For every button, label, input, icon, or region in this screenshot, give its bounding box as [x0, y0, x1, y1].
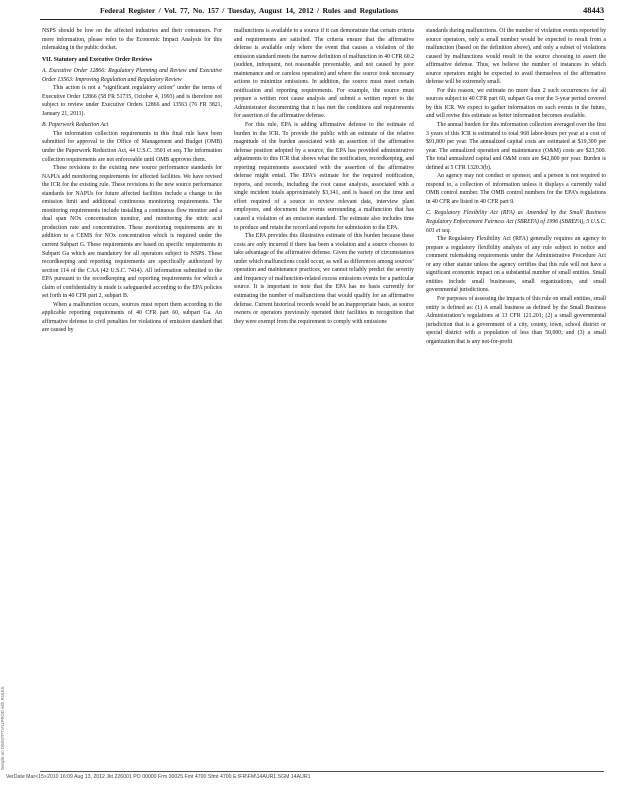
three-column-body [42, 27, 606, 765]
print-footer: VerDate Mar<15>2010 16:09 Aug 13, 2012 Jkt 226001 PO 00000 Frm 00025 Fmt 4700 Sfmt 4700 E:\FR\FM\14AUR1.SGM 14AUR1 [6, 774, 311, 780]
subheading-b: B. Paperwork Reduction Act [42, 122, 109, 129]
col3-paragraph-6: For purposes of assessing the impacts of this rule on small entities, small entity is defined as: (1) A small business as defined by the Small Business Administration’s regulations at 13 CFR 121.201; (2) a small governmental jurisdiction that is a government of a city, county, town, school district or special district with a population of less than 50,000; and (3) a small organization that is any not-for-profit [426, 295, 606, 345]
col2-paragraph-2: For this rule, EPA is adding affirmative defense to the estimate of burden in the ICR. To provide the public with an estimate of the relative magnitude of the burden associated with an assertion of the affirmative defense position adopted by a source, the EPA has provided administrative adjustments to this ICR that shows what the notification, recordkeeping, and reporting requirements associated with the assertion of the affirmative defense might entail. The EPA’s estimate for the required notification, reports, and records, including the root cause analysis, associated with a single incident totals approximately $3,141, and is based on the time and effort required of a source to review relevant data, interview plant employees, and document the events surrounding a malfunction that has caused a violation of an emission standard. The estimate also includes time to produce and retain the record and reports for submission to the EPA. [234, 122, 414, 231]
col1-paragraph-4: These revisions to the existing new source performance standards for NAPUs add monitoring requirements for affected facilities. We have revised the ICR for the existing rule. These revisions to the new source performance standards for NAPUs for future affected facilities include a change to the emission limit and additional continuous monitoring requirements. The monitoring requirements include installing a continuous flow monitor and a dual span NOx concentration monitor, and monitoring the nitric acid production rate and concentration. These monitoring requirements are in addition to a CEMS for NOx concentration which is required under the current Subpart G. These requirements are based on specific requirements in Subpart Ga which are mandatory for all operators subject to NSPS. These recordkeeping and reporting requirements are specifically authorized by section 114 of the CAA (42 U.S.C. 7414). All information submitted to the EPA pursuant to the recordkeeping and reporting requirements for which a claim of confidentiality is made is safeguarded according to the EPA policies set forth in 40 CFR part 2, subpart B. [42, 165, 222, 300]
header-volume-date: / Vol. 77, No. 157 / Tuesday, August 14, 2012 / Rules and Regulations [158, 6, 399, 15]
column-3 [426, 27, 606, 765]
col3-paragraph-4: An agency may not conduct or sponsor, and a person is not required to respond to, a collection of information unless it displays a currently valid OMB control number. The OMB control numbers for the EPA’s regulations in 40 CFR are listed in 40 CFR part 9. [426, 173, 606, 205]
subheading-a: A. Executive Order 12866: Regulatory Planning and Review and Executive Order 13563: Improving Regulation and Regulatory Review [42, 68, 222, 83]
col1-paragraph-5: When a malfunction occurs, sources must report them according to the applicable reporting requirements of 40 CFR part 60, subpart Ga. An affirmative defense to civil penalties for violations of emission standard that are caused by [42, 301, 222, 334]
margin-note: ttemple on DSK5TPTVN1PROD with RULES [0, 686, 5, 770]
col3-paragraph-5: The Regulatory Flexibility Act (RFA) generally requires an agency to prepare a regulatory flexibility analysis of any rule subject to notice and comment rulemaking requirements under the Administrative Procedure Act or any other statute unless the agency certifies that this rule will not have a significant economic impact on a substantial number of small entities. Small entities include small businesses, small organizations, and small governmental jurisdictions. [426, 236, 606, 294]
col1-paragraph-3: The information collection requirements in this final rule have been submitted for approval to the Office of Management and Budget (OMB) under the Paperwork Reduction Act, 44 U.S.C. 3501 et seq. The information collection requirements are not enforceable until OMB approves them. [42, 130, 222, 163]
col1-paragraph-1: NSPS should be low on the affected industries and their consumers. For more information, please refer to the Economic Impact Analysis for this rulemaking in the public docket. [42, 28, 222, 52]
col3-paragraph-3: The annual burden for this information collection averaged over the first 3 years of this ICR is estimated to total 968 labor-hours per year at a cost of $91,800 per year. The annualized capital costs are estimated at $19,300 per year. The annualized operation and maintenance (O&M) costs are $23,500. The total annualized capital and O&M costs are $42,800 per year. Burden is defined at 5 CFR 1320.3(b). [426, 122, 606, 171]
col3-paragraph-1: standards during malfunctions. Of the number of violation events reported by source operators, only a small number would be expected to result from a malfunction (based on the definition above), and only a subset of violations caused by malfunctions would result in the source choosing to assert the affirmative defense. Thus, we believe the number of instances in which source operators might be expected to avail themselves of the affirmative defense will be extremely small. [426, 28, 606, 86]
header-rule [40, 19, 604, 20]
running-header [40, 6, 604, 18]
column-2 [234, 27, 414, 765]
page-number: 48443 [583, 6, 604, 15]
col2-paragraph-3: The EPA provides this illustrative estimate of this burden because these costs are only incurred if there has been a violation and a source chooses to take advantage of the affirmative defense. Given the variety of circumstances under which malfunctions could occur, as well as differences among sources’ operation and maintenance practices, we cannot reliably predict the severity and frequency of malfunction-related excess emissions events for a particular source. It is important to note that the EPA has no basis currently for estimating the number of malfunctions that would qualify for an affirmative defense. Current historical records would be an inappropriate basis, as source owners or operators previously operated their facilities in recognition that they were exempt from the requirement to comply with emissions [234, 233, 414, 325]
footer-rule [40, 771, 604, 772]
header-publication-line [100, 6, 398, 15]
header-publication: Federal Register [100, 6, 156, 15]
column-1 [42, 27, 222, 765]
col3-paragraph-2: For this reason, we estimate no more than 2 such occurrences for all sources subject to 40 CFR part 60, subpart Ga over the 3-year period covered by this ICR. We expect to gather information on such events in the future, and will revise this estimate as better information becomes available. [426, 87, 606, 120]
subheading-c: C. Regulatory Flexibility Act (RFA) as Amended by the Small Business Regulatory Enforcement Fairness Act (SBREFA) of 1996 (SBREFA), 5 U.S.C. 601 et seq. [426, 210, 606, 234]
col2-paragraph-1: malfunctions is available to a source if it can demonstrate that certain criteria and requirements are satisfied. The criteria ensure that the affirmative defense is available only where the event that causes a violation of the emission standard meets the narrow definition of malfunction in 40 CFR 60.2 (sudden, infrequent, not reasonable preventable, and not caused by poor maintenance and or careless operation) and where the source took necessary actions to minimize emissions. In addition, the source must meet certain notification and reporting requirements. For example, the source must prepare a written root cause analysis and submit a written report to the Administrator documenting that it has met the conditions and requirements for assertion of the affirmative defense. [234, 28, 414, 120]
section-heading-vii: VII. Statutory and Executive Order Reviews [42, 56, 153, 63]
col1-paragraph-2: This action is not a “significant regulatory action” under the terms of Executive Order 12866 (58 FR 51735, October 4, 1993) and is therefore not subject to review under Executive Orders 12866 and 13563 (76 FR 3821, January 21, 2011). [42, 85, 222, 117]
